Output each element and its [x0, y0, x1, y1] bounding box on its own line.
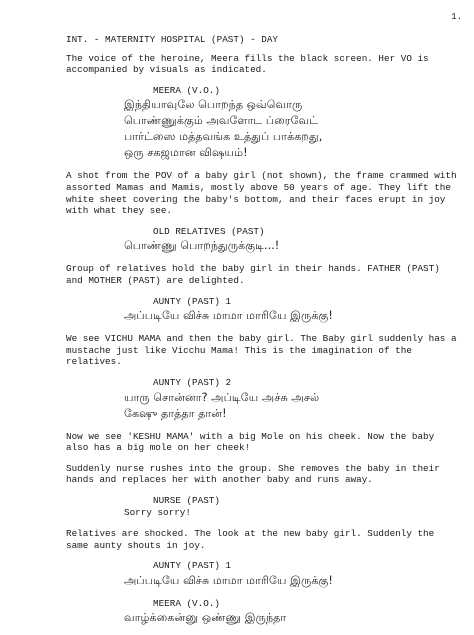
dialogue	[124, 610, 462, 626]
character-name: AUNTY (PAST) 1	[153, 560, 232, 572]
scene-heading: INT. - MATERNITY HOSPITAL (PAST) - DAY	[66, 34, 279, 45]
dialogue-line: பொண்ணு பொறந்துருக்குடி...!	[124, 239, 280, 253]
dialogue	[124, 308, 462, 324]
action-paragraph: Now we see 'KESHU MAMA' with a big Mole on his cheek. Now the baby also has a big mole on her cheek!	[66, 430, 440, 454]
character-name: NURSE (PAST)	[153, 494, 220, 506]
dialogue-line: யாரு சொன்னா? அப்டியே அச்சு அசல்	[124, 390, 320, 404]
character-name: AUNTY (PAST) 1	[153, 295, 232, 307]
dialogue-line: பார்ட்ஸை மத்தவங்க உத்துப் பாக்கறது,	[124, 130, 323, 144]
action-paragraph: Group of relatives hold the baby girl in their hands. FATHER (PAST) and MOTHER (PAST) are delighted.	[66, 263, 446, 286]
action-paragraph: The voice of the heroine, Meera fills the black screen. Her VO is accompanied by visuals as indicated.	[66, 52, 435, 76]
dialogue-line: இந்தியாவுலே பொறந்த ஒவ்வொரு	[124, 98, 303, 112]
dialogue-line: Sorry sorry!	[124, 507, 191, 519]
character-name: MEERA (V.O.)	[153, 84, 220, 96]
character-name: MEERA (V.O.)	[153, 597, 220, 609]
character-name: OLD RELATIVES (PAST)	[153, 225, 265, 237]
dialogue	[124, 238, 462, 254]
dialogue-line: வாழ்க்கைன்னு ஒண்ணு இருந்தா	[124, 611, 287, 625]
character-name: AUNTY (PAST) 2	[153, 376, 232, 388]
dialogue-line: கேஷு தாத்தா தான்!	[124, 406, 227, 420]
action-paragraph: We see VICHU MAMA and then the baby girl. The Baby girl suddenly has a mustache just like Vicchu Mama! This is the imagination of the relatives.	[66, 333, 463, 368]
dialogue-line: அப்படியே விச்சு மாமா மாரியே இருக்கு!	[124, 309, 333, 323]
action-paragraph: A shot from the POV of a baby girl (not shown), the frame crammed with assorted Mamas and Mamis, mostly above 50 years of age. They lift the white sheet covering the baby's bottom, and their faces erupt in joy with what they see.	[66, 170, 463, 217]
action-paragraph: Suddenly nurse rushes into the group. She removes the baby in their hands and replaces her with another baby and runs away.	[66, 462, 446, 486]
dialogue	[124, 573, 462, 589]
script-body	[66, 34, 462, 635]
dialogue-line: அப்படியே விச்சு மாமா மாரியே இருக்கு!	[124, 573, 333, 587]
page-number: 1.	[451, 12, 462, 22]
dialogue	[124, 390, 462, 422]
dialogue-line: ஒரு சகஜமான விஷயம்!	[124, 146, 248, 160]
dialogue-line: பொண்ணுக்கும் அவளோட ப்ரைவேட்	[124, 114, 319, 128]
dialogue	[124, 97, 462, 161]
action-paragraph: Relatives are shocked. The look at the new baby girl. Suddenly the same aunty shouts in joy.	[66, 528, 440, 551]
dialogue	[124, 507, 462, 519]
